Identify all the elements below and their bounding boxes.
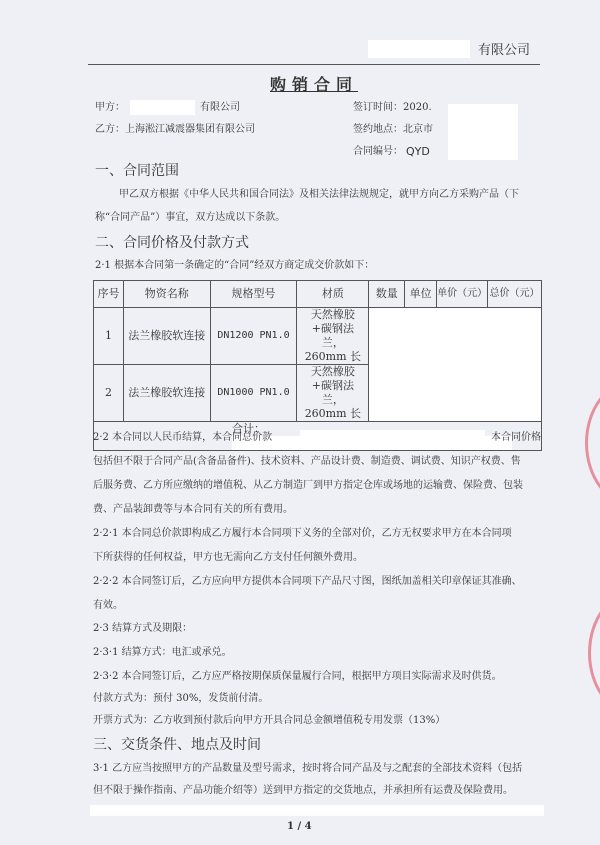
contract-no-label: 合同编号： <box>353 146 403 157</box>
header-rule <box>88 64 540 65</box>
paragraph: 2·2·1 本合同总价款即构成乙方履行本合同项下义务的全部对价，乙方无权要求甲方在本合同项 <box>93 528 512 539</box>
paragraph: 2·3·1 结算方式：电汇或承兑。 <box>93 647 232 658</box>
redaction <box>368 40 470 58</box>
redaction <box>90 805 544 816</box>
sign-place: 签约地点：北京市 <box>353 124 433 135</box>
column-header: 序号 <box>94 281 124 308</box>
red-seal-stamp <box>585 380 600 506</box>
cell-name: 法兰橡胶软连接 <box>123 308 210 365</box>
page-number: 1 / 4 <box>287 821 312 832</box>
cell-spec: DN1200 PN1.0 <box>210 308 297 365</box>
redaction <box>130 100 195 115</box>
redaction <box>369 308 542 422</box>
price-table <box>93 280 542 451</box>
paragraph: 本合同价格 <box>491 432 541 443</box>
paragraph: 2·3 结算方式及期限： <box>93 623 193 634</box>
paragraph: 2·1 根据本合同第一条确定的“合同”经双方商定成交价款如下： <box>95 260 375 271</box>
paragraph: 下所获得的任何权益，甲方也无需向乙方支付任何额外费用。 <box>93 552 363 563</box>
column-header: 数量 <box>369 281 405 308</box>
cell-material: 天然橡胶+碳钢法兰，260mm 长 <box>297 365 369 422</box>
paragraph: 付款方式为：预付 30%，发货前付清。 <box>93 693 269 704</box>
column-header: 材质 <box>297 281 369 308</box>
party-a-label: 甲方： <box>95 102 125 113</box>
section-2-title: 二、合同价格及付款方式 <box>95 235 249 251</box>
paragraph: 2·2·2 本合同签订后，乙方应向甲方提供本合同项下产品尺寸图，图纸加盖相关印章保证其准确、 <box>93 576 522 587</box>
paragraph: 3·1 乙方应当按照甲方的产品数量及型号需求，按时将合同产品及与之配套的全部技术资料（包括 <box>93 763 523 774</box>
section-1-title: 一、合同范围 <box>95 163 179 179</box>
redaction <box>300 430 485 445</box>
party-b: 乙方：上海淞江减震器集团有限公司 <box>95 124 255 135</box>
cell-spec: DN1000 PN1.0 <box>210 365 297 422</box>
table-row <box>94 308 542 365</box>
section-3-title: 三、交货条件、地点及时间 <box>93 737 261 753</box>
paragraph: 费、产品装卸费等与本合同有关的所有费用。 <box>93 504 293 515</box>
paragraph: 包括但不限于合同产品(含备品备件)、技术资料、产品设计费、制造费、调试费、知识产权费、售 <box>93 456 521 467</box>
contract-no-prefix: QYD <box>406 145 430 158</box>
paragraph: 甲乙双方根据《中华人民共和国合同法》及相关法律法规规定，就甲方向乙方采购产品（下 <box>119 189 519 200</box>
cell-name: 法兰橡胶软连接 <box>123 365 210 422</box>
column-header: 规格型号 <box>210 281 297 308</box>
cell-material: 天然橡胶+碳钢法兰，260mm 长 <box>297 308 369 365</box>
table-header-row <box>94 281 542 308</box>
paragraph: 称“合同产品”）事宜，双方达成以下条款。 <box>95 212 286 223</box>
column-header: 单价（元） <box>437 281 488 308</box>
paragraph: 2·3·2 本合同签订后，乙方应严格按期保质保量履行合同，根据甲方项目实际需求及时供货。 <box>93 671 502 682</box>
paragraph: 后服务费、乙方所应缴纳的增值税、从乙方制造厂到甲方指定仓库或场地的运输费、保险费、包装 <box>93 480 523 491</box>
total-label: 合计： <box>232 422 265 435</box>
column-header: 单位 <box>405 281 437 308</box>
red-seal-stamp <box>588 590 600 716</box>
paragraph: 2·2 本合同以人民币结算，本合同总价款 <box>93 432 273 443</box>
paragraph: 有效。 <box>93 600 123 611</box>
column-header: 物资名称 <box>123 281 210 308</box>
contract-no <box>353 145 430 159</box>
paragraph: 但不限于操作指南、产品功能介绍等）送到甲方指定的交货地点，并承担所有运费及保险费用。 <box>93 785 513 796</box>
cell-no: 2 <box>94 365 124 422</box>
redaction <box>448 104 518 160</box>
column-header: 总价（元） <box>488 281 542 308</box>
header-company: 有限公司 <box>478 43 531 58</box>
sign-time: 签订时间：2020. <box>353 102 432 113</box>
page-title: 购销合同 <box>270 75 359 94</box>
cell-no: 1 <box>94 308 124 365</box>
paragraph: 开票方式为：乙方收到预付款后向甲方开具合同总金额增值税专用发票（13%） <box>93 715 446 726</box>
party-a-suffix: 有限公司 <box>200 102 240 113</box>
